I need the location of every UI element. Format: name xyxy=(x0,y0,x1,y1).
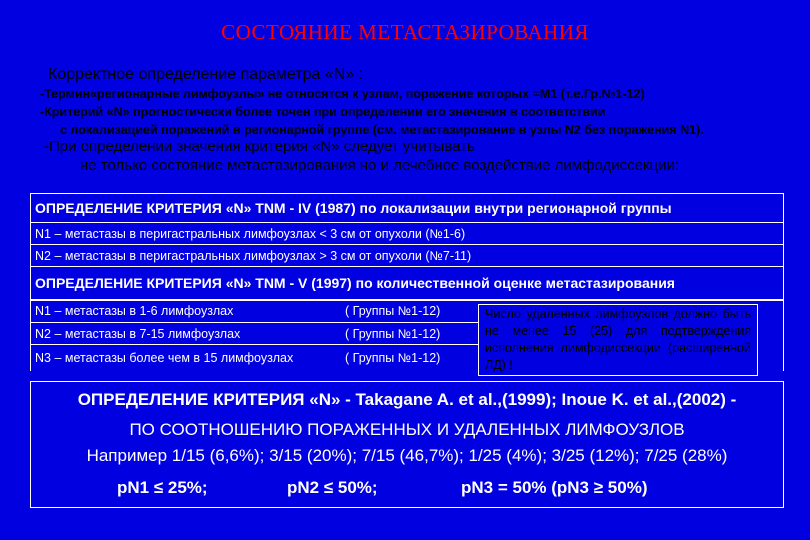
pn1-criterion: pN1 ≤ 25%; xyxy=(117,478,208,497)
tnm5-n2-label: N2 – метастазы в 7-15 лимфоузлах xyxy=(35,327,241,341)
tnm5-header: ОПРЕДЕЛЕНИЕ КРИТЕРИЯ «N» TNM - V (1997) по количественной оценке метастазирования xyxy=(31,267,783,300)
tnm5-n1-label: N1 – метастазы в 1-6 лимфоузлах xyxy=(35,304,234,318)
tnm5-n1-groups: ( Группы №1-12) xyxy=(345,304,441,318)
tnm4-n1: N1 – метастазы в перигастральных лимфоузлах < 3 см от опухоли (№1-6) xyxy=(31,223,783,245)
takagane-line-2: ПО СООТНОШЕНИЮ ПОРАЖЕННЫХ И УДАЛЕННЫХ ЛИМФОУЗЛОВ xyxy=(129,420,685,439)
tnm5-row-n1 xyxy=(31,299,487,323)
tnm4-table xyxy=(30,193,784,301)
pn2-criterion: pN2 ≤ 50%; xyxy=(287,478,378,497)
page-title: СОСТОЯНИЕ МЕТАСТАЗИРОВАНИЯ xyxy=(221,20,589,44)
takagane-box xyxy=(30,381,784,508)
tnm5-row-n3 xyxy=(31,345,487,371)
intro-line-1: -Термин«регионарные лимфоузлы» не относятся к узлам, поражение которых =М1 (т.е.Гр.№1-12) xyxy=(40,87,645,101)
subtitle: Корректное определение параметра «N» : xyxy=(48,66,364,83)
tnm5-n3-label: N3 – метастазы более чем в 15 лимфоузлах xyxy=(35,351,294,365)
tnm4-header: ОПРЕДЕЛЕНИЕ КРИТЕРИЯ «N» TNM - IV (1987) по локализации внутри регионарной группы xyxy=(31,194,783,223)
tnm5-n2-groups: ( Группы №1-12) xyxy=(345,327,441,341)
takagane-examples: Например 1/15 (6,6%); 3/15 (20%); 7/15 (46,7%); 1/25 (4%); 3/25 (12%); 7/25 (28%) xyxy=(86,446,728,465)
tnm5-row-n2 xyxy=(31,323,487,345)
intro-line-2: -Критерий «N» прогностически более точен при определении его значения в соответствии xyxy=(40,105,606,119)
tnm5-n3-groups: ( Группы №1-12) xyxy=(345,351,441,365)
pn3-criterion: pN3 = 50% (pN3 ≥ 50%) xyxy=(461,478,648,497)
takagane-line-1: ОПРЕДЕЛЕНИЕ КРИТЕРИЯ «N» - Takagane A. et al.,(1999); Inoue K. et al.,(2002) - xyxy=(77,390,737,409)
lymph-node-note: Число удаленных лимфоузлов должно быть не менее 15 (25) для подтверждения исполнения лимфодиссекции (расширенной ЛД) ! xyxy=(478,304,758,376)
intro-line-4: -При определении значения критерия «N» следует учитывать xyxy=(44,138,475,155)
tnm4-n2: N2 – метастазы в перигастральных лимфоузлах > 3 см от опухоли (№7-11) xyxy=(31,245,783,267)
intro-line-5: не только состояние метастазирования но и лечебное воздействие лимфодиссекции: xyxy=(80,157,680,174)
intro-line-3: с локализацией поражений в регионарной группе (см. метастазирование в узлы N2 без поражения N1). xyxy=(60,123,704,137)
